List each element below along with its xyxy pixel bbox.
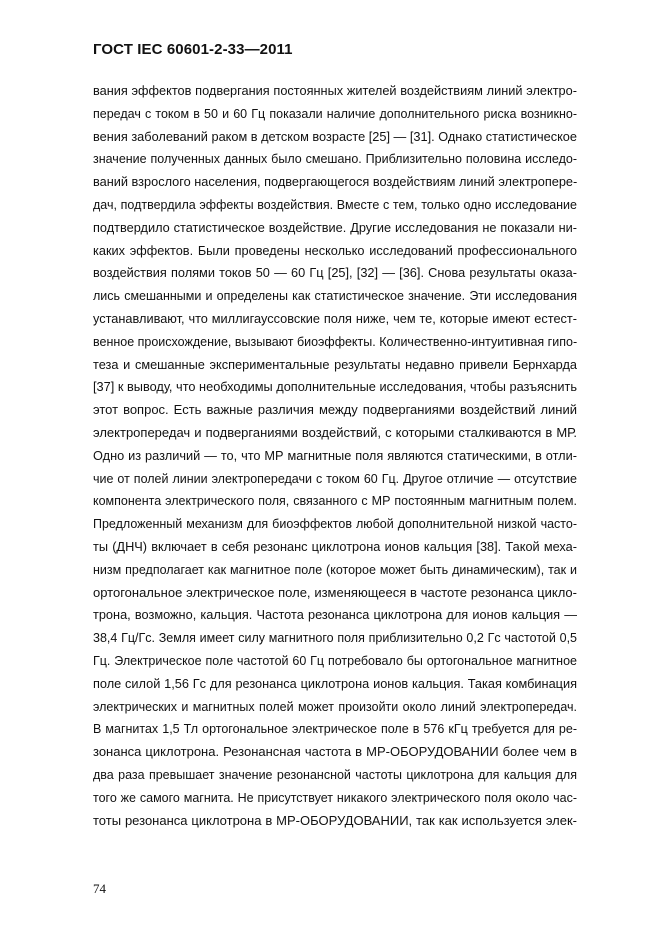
text-line: венное происхождение, вызывают биоэффекты. Количественно-интуитивная гипо- — [93, 334, 578, 349]
text-line: электропередач и подверганиями воздействий, с которыми сталкиваются в МР. — [93, 424, 577, 440]
text-line: низм предполагает как магнитное поле (которое может быть динамическим), так и — [93, 562, 577, 577]
text-line: вения заболеваний раком в детском возрасте [25] — [31]. Однако статистическое — [93, 128, 577, 144]
text-line: поле силой 1,56 Гс для резонанса циклотрона ионов кальция. Такая комбинация — [93, 675, 577, 691]
text-line: устанавливают, что миллигауссовские поля ниже, чем те, которые имеют естест- — [93, 310, 577, 326]
text-line: два раза превышает значение резонансной частоты циклотрона для кальция для — [93, 767, 577, 782]
text-line: вания эффектов подвергания постоянных жителей воздействиям линий электро- — [93, 83, 577, 98]
text-line: Предложенный механизм для биоэффектов любой дополнительной низкой часто- — [93, 517, 577, 532]
text-line: ортогональное электрическое поле, изменяющееся в частоте резонанса цикло- — [93, 584, 577, 600]
text-line: Одно из различий — то, что МР магнитные поля являются статическими, в отли- — [93, 447, 577, 463]
body-paragraph — [93, 80, 577, 832]
text-line: чие от полей линии электропередачи с током 60 Гц. Другое отличие — отсутствие — [93, 471, 577, 486]
page-header-title: ГОСТ IEC 60601-2-33—2011 — [93, 41, 293, 58]
text-line: трона, возможно, кальция. Частота резонанса циклотрона для ионов кальция — — [93, 607, 577, 623]
text-line: Гц. Электрическое поле частотой 60 Гц потребовало бы ортогональное магнитное — [93, 653, 577, 668]
text-line: компонента электрического поля, связанного с МР постоянным магнитным полем. — [93, 494, 577, 509]
text-line: воздействия полями токов 50 — 60 Гц [25], [32] — [36]. Снова результаты оказа- — [93, 265, 577, 281]
text-line: ты (ДНЧ) включает в себя резонанс циклотрона ионов кальция [38]. Такой меха- — [93, 538, 577, 554]
text-line: значение полученных данных было смешано. Приблизительно половина исследо- — [93, 152, 577, 167]
text-line: теза и смешанные экспериментальные результаты недавно привели Бернхарда — [93, 356, 577, 372]
text-line: 38,4 Гц/Гс. Земля имеет силу магнитного поля приблизительно 0,2 Гс частотой 0,5 — [93, 631, 577, 646]
text-line: дач, подтвердила эффекты воздействия. Вместе с тем, только одно исследование — [93, 197, 577, 212]
text-line: подтвердило статистическое воздействие. Другие исследования не показали ни- — [93, 219, 577, 235]
text-line: того же самого магнита. Не присутствует никакого электрического поля около час- — [93, 790, 577, 805]
text-line: лись смешанными и определены как статистическое значение. Эти исследования — [93, 289, 577, 304]
text-line: каких эффектов. Были проведены несколько исследований профессионального — [93, 242, 577, 258]
text-line: передач с током в 50 и 60 Гц показали наличие дополнительного риска возникно- — [93, 106, 577, 121]
text-line: зонанса циклотрона. Резонансная частота в МР-ОБОРУДОВАНИИ более чем в — [93, 744, 577, 760]
text-line: [37] к выводу, что необходимы дополнительные исследования, чтобы разъяснить — [93, 379, 577, 395]
page-number: 74 — [93, 881, 106, 896]
text-line: тоты резонанса циклотрона в МР-ОБОРУДОВАНИИ, так как используется элек- — [93, 812, 577, 828]
text-line: электрических и магнитных полей может произойти около линий электропередач. — [93, 699, 577, 714]
text-line: ваний взрослого населения, подвергающегося воздействиям линий электропере- — [93, 174, 578, 190]
text-line: В магнитах 1,5 Тл ортогональное электрическое поле в 576 кГц требуется для ре- — [93, 722, 577, 737]
text-line: этот вопрос. Есть важные различия между подверганиями воздействий линий — [93, 402, 577, 418]
